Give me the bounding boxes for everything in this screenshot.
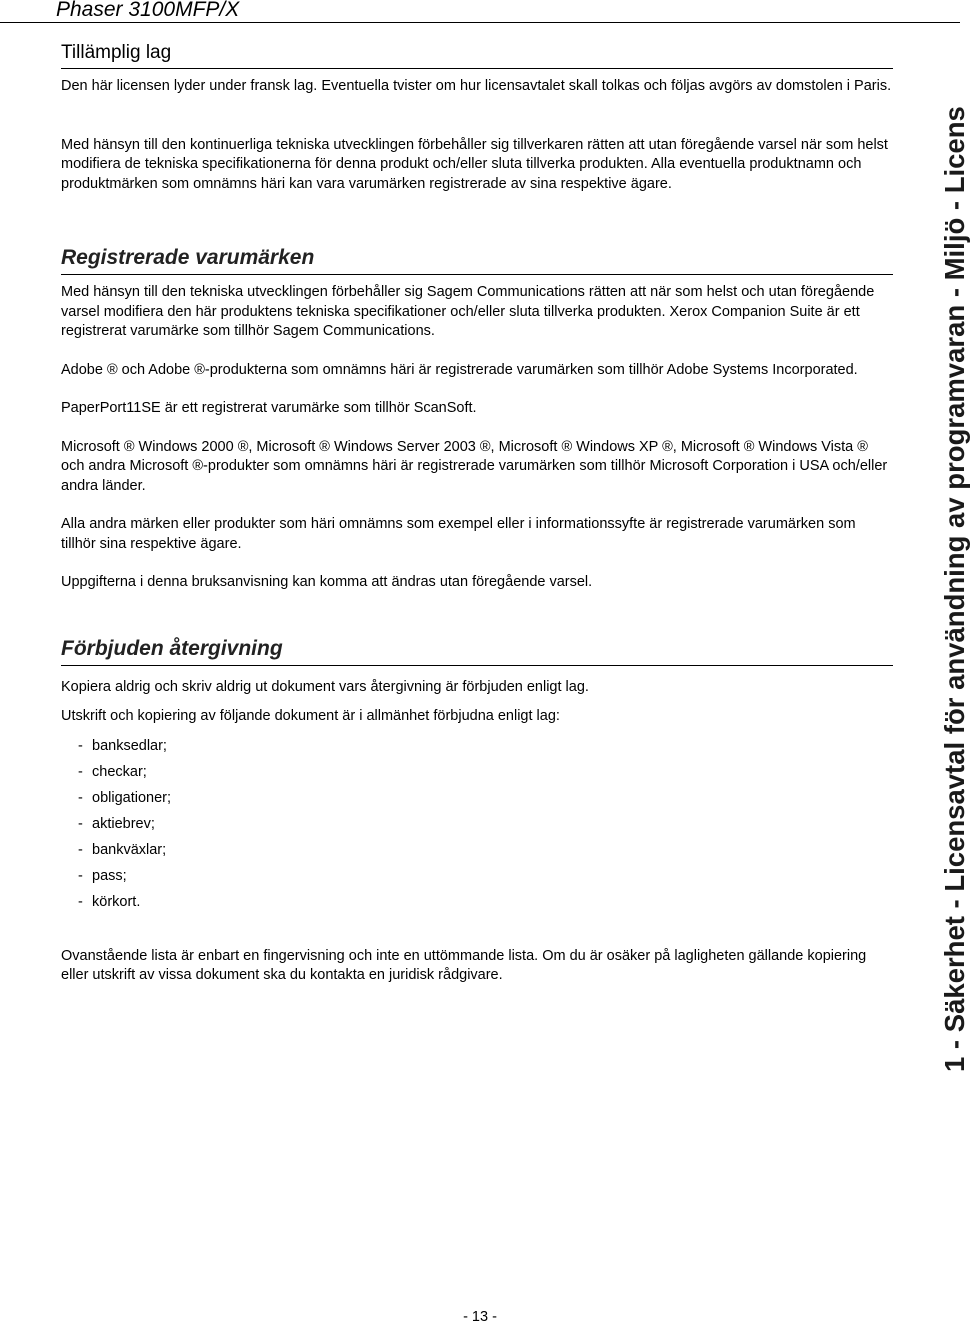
list-dash: - — [78, 737, 83, 754]
list-item — [78, 785, 893, 811]
paragraph-trademarks-1: Med hänsyn till den tekniska utvecklingen förbehåller sig Sagem Communications rätten att när som helst och utan föregående varsel modifiera den här produktens tekniska specifikationer och/eller sluta tillverka produkten. Xerox Companion Suite är ett registrerat varumärke som tillhör Sagem Communications. — [61, 284, 875, 339]
section-header-trademarks — [61, 244, 893, 275]
list-dash: - — [78, 763, 83, 780]
list-item-text: checkar; — [92, 763, 147, 780]
paragraph-reproduction-3: Ovanstående lista är enbart en fingervisning och inte en uttömmande lista. Om du är osäker på lagligheten gällande kopiering eller utskrift av vissa dokument ska du kontakta en juridisk rådgivare. — [61, 947, 867, 983]
list-dash: - — [78, 893, 83, 910]
list-item-text: bankväxlar; — [92, 841, 167, 858]
paragraph-trademarks-2: Adobe ® och Adobe ®-produkterna som omnämns häri är registrerade varumärken som tillhör Adobe Systems Incorporated. — [61, 361, 858, 378]
page-number: - 13 - — [463, 1309, 497, 1325]
list-dash: - — [78, 867, 83, 884]
paragraph-trademarks-6: Uppgifterna i denna bruksanvisning kan komma att ändras utan föregående varsel. — [61, 574, 593, 590]
list-item-text: pass; — [92, 867, 127, 884]
paragraph-trademarks-3: PaperPort11SE är ett registrerat varumärke som tillhör ScanSoft. — [61, 400, 477, 416]
list-item — [78, 733, 893, 759]
list-dash: - — [78, 841, 83, 858]
section-header-reproduction — [61, 635, 893, 666]
heading-reproduction: Förbjuden återgivning — [61, 636, 283, 660]
heading-trademarks: Registrerade varumärken — [61, 246, 315, 269]
paragraph-applicable-law-2: Med hänsyn till den kontinuerliga tekniska utvecklingen förbehåller sig tillverkaren rätten att utan föregående varsel när som helst modifiera de tekniska specifikationerna för denna produkt och/eller sluta tillverka produkten. Alla eventuella produktnamn och produktmärken som omnämns häri kan vara varumärken registrerade av sina respektive ägare. — [61, 136, 888, 192]
list-dash: - — [78, 815, 83, 832]
list-item — [78, 863, 893, 889]
list-item-text: banksedlar; — [92, 737, 167, 754]
paragraph-reproduction-2: Utskrift och kopiering av följande dokument är i allmänhet förbjudna enligt lag: — [61, 708, 560, 724]
chapter-side-title: 1 - Säkerhet - Licensavtal för användning av programvaran - Miljö - Licens — [939, 106, 970, 1072]
heading-applicable-law: Tillämplig lag — [61, 42, 172, 63]
list-dash: - — [78, 789, 83, 806]
prohibited-documents-list — [78, 733, 893, 915]
document-header-title: Phaser 3100MFP/X — [56, 0, 240, 21]
list-item-text: aktiebrev; — [92, 815, 155, 832]
list-item — [78, 889, 893, 915]
paragraph-applicable-law-1: Den här licensen lyder under fransk lag. Eventuella tvister om hur licensavtalet skall tolkas och följas avgörs av domstolen i Paris. — [61, 78, 892, 94]
list-item — [78, 837, 893, 863]
header-divider — [0, 22, 960, 23]
paragraph-reproduction-1: Kopiera aldrig och skriv aldrig ut dokument vars återgivning är förbjuden enligt lag. — [61, 678, 589, 695]
list-item-text: körkort. — [92, 893, 141, 910]
list-item — [78, 811, 893, 837]
paragraph-trademarks-4: Microsoft ® Windows 2000 ®, Microsoft ® Windows Server 2003 ®, Microsoft ® Windows XP ®, Microsoft ® Windows Vista ® och andra Microsoft ®-produkter som omnämns häri är registrerade varumärken som tillhör Microsoft Corporation i USA och/eller andra länder. — [61, 438, 888, 494]
section-header-applicable-law — [61, 40, 893, 69]
list-item-text: obligationer; — [92, 789, 171, 806]
page-content — [61, 40, 893, 986]
list-item — [78, 759, 893, 785]
paragraph-trademarks-5: Alla andra märken eller produkter som häri omnämns som exempel eller i informationssyfte är registrerade varumärken som tillhör sina respektive ägare. — [61, 516, 856, 552]
